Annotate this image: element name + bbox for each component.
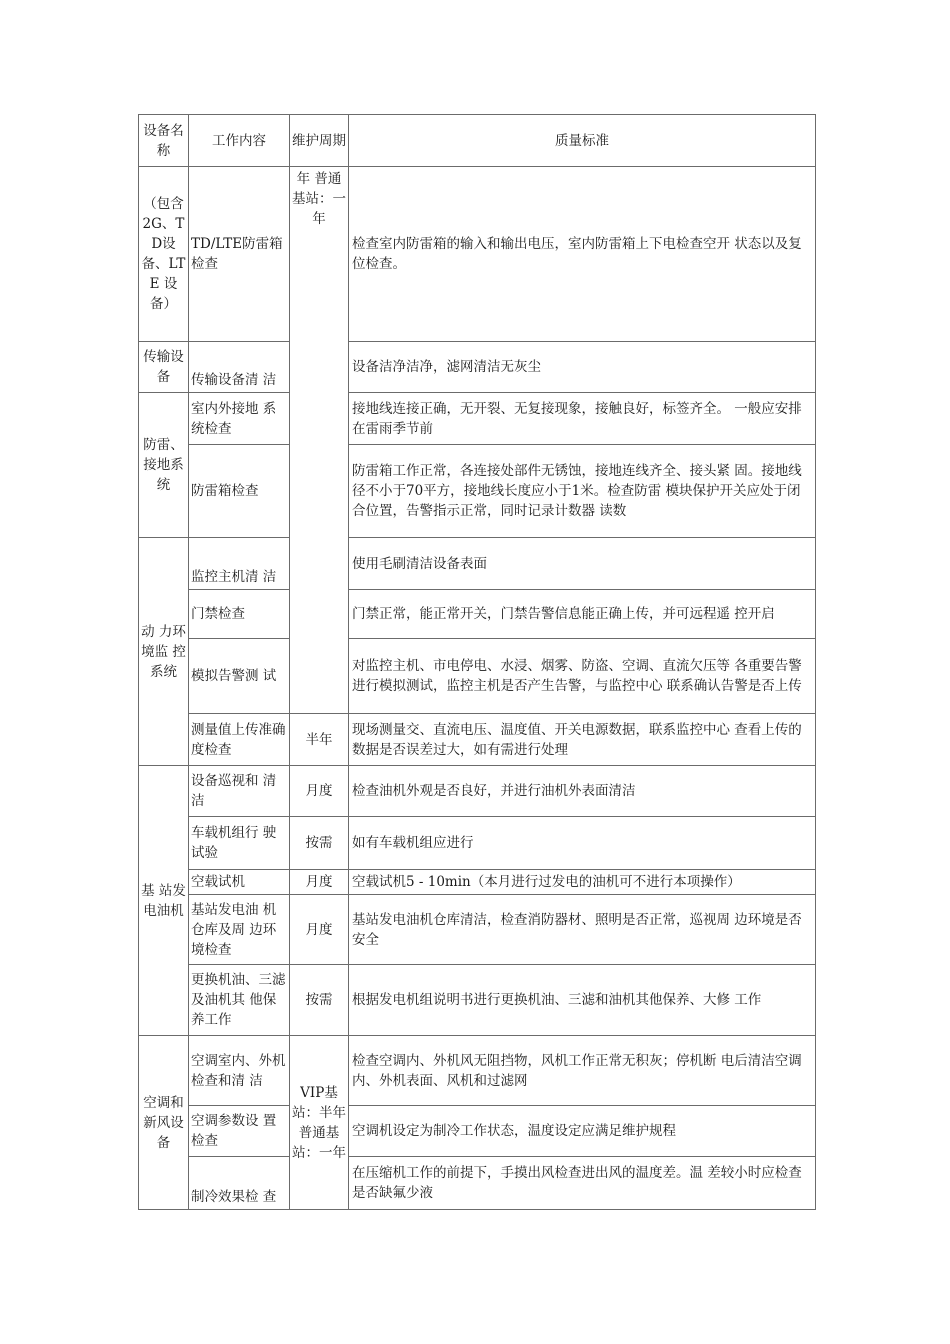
work-cell: 更换机油、三滤及油机其 他保养工作 bbox=[189, 965, 290, 1036]
work-cell: 空调参数设 置检查 bbox=[189, 1106, 290, 1157]
work-cell: 制冷效果检 查 bbox=[189, 1157, 290, 1210]
period-cell: VIP基站：半年 普通基站：一年 bbox=[290, 1036, 349, 1210]
period-cell: 月度 bbox=[290, 895, 349, 965]
period-cell: 年 普通基站：一年 bbox=[290, 167, 349, 714]
standard-cell: 如有车载机组应进行 bbox=[349, 817, 816, 870]
standard-cell: 空载试机5 - 10min（本月进行过发电的油机可不进行本项操作） bbox=[349, 870, 816, 895]
standard-cell: 空调机设定为制冷工作状态，温度设定应满足维护规程 bbox=[349, 1106, 816, 1157]
table-row bbox=[139, 167, 816, 342]
table-row bbox=[139, 965, 816, 1036]
standard-cell: 门禁正常，能正常开关，门禁告警信息能正确上传，并可远程遥 控开启 bbox=[349, 590, 816, 639]
work-cell: 空载试机 bbox=[189, 870, 290, 895]
period-cell: 月度 bbox=[290, 766, 349, 817]
standard-cell: 防雷箱工作正常，各连接处部件无锈蚀，接地连线齐全、接头紧 固。接地线径不小于70平方，接地线长度应小于1米。检查防雷 模块保护开关应处于闭合位置，告警指示正常，同时记录计数器 读数 bbox=[349, 445, 816, 538]
table-row bbox=[139, 817, 816, 870]
table-row bbox=[139, 870, 816, 895]
work-cell: 传输设备清 洁 bbox=[189, 342, 290, 393]
header-device: 设备名称 bbox=[139, 115, 189, 167]
header-row bbox=[139, 115, 816, 167]
group-monitoring: 动 力环 境监 控系统 bbox=[139, 538, 189, 766]
table-row bbox=[139, 1157, 816, 1210]
period-cell: 按需 bbox=[290, 817, 349, 870]
work-cell: 设备巡视和 清洁 bbox=[189, 766, 290, 817]
table-row bbox=[139, 445, 816, 538]
table-row bbox=[139, 766, 816, 817]
work-cell: 空调室内、外机检查和清 洁 bbox=[189, 1036, 290, 1106]
work-cell: 模拟告警测 试 bbox=[189, 639, 290, 714]
standard-cell: 使用毛刷清洁设备表面 bbox=[349, 538, 816, 590]
period-cell: 月度 bbox=[290, 870, 349, 895]
period-cell: 按需 bbox=[290, 965, 349, 1036]
table-row bbox=[139, 1036, 816, 1106]
table-row bbox=[139, 393, 816, 445]
standard-cell: 基站发电油机仓库清洁，检查消防器材、照明是否正常，巡视周 边环境是否安全 bbox=[349, 895, 816, 965]
group-network: （包含2G、TD设备、LTE 设备） bbox=[139, 167, 189, 342]
group-transmission: 传输设备 bbox=[139, 342, 189, 393]
standard-cell: 根据发电机组说明书进行更换机油、三滤和油机其他保养、大修 工作 bbox=[349, 965, 816, 1036]
standard-cell: 接地线连接正确，无开裂、无复接现象，接触良好，标签齐全。 一般应安排在雷雨季节前 bbox=[349, 393, 816, 445]
group-aircon: 空调和新风设备 bbox=[139, 1036, 189, 1210]
maintenance-table bbox=[138, 114, 816, 1210]
standard-cell: 设备洁净洁净，滤网清洁无灰尘 bbox=[349, 342, 816, 393]
standard-cell: 检查室内防雷箱的输入和输出电压，室内防雷箱上下电检查空开 状态以及复位检查。 bbox=[349, 167, 816, 342]
header-work: 工作内容 bbox=[189, 115, 290, 167]
header-period: 维护周期 bbox=[290, 115, 349, 167]
standard-cell: 在压缩机工作的前提下，手摸出风检查进出风的温度差。温 差较小时应检查是否缺氟少液 bbox=[349, 1157, 816, 1210]
work-cell: 车载机组行 驶试验 bbox=[189, 817, 290, 870]
group-lightning: 防雷、接地系统 bbox=[139, 393, 189, 538]
standard-cell: 对监控主机、市电停电、水浸、烟雾、防盗、空调、直流欠压等 各重要告警进行模拟测试，监控主机是否产生告警，与监控中心 联系确认告警是否上传 bbox=[349, 639, 816, 714]
table-row bbox=[139, 538, 816, 590]
group-generator: 基 站发 电油机 bbox=[139, 766, 189, 1036]
work-cell: 门禁检查 bbox=[189, 590, 290, 639]
work-cell: 基站发电油 机仓库及周 边环境检查 bbox=[189, 895, 290, 965]
work-cell: 室内外接地 系统检查 bbox=[189, 393, 290, 445]
table-row bbox=[139, 590, 816, 639]
table-row bbox=[139, 714, 816, 766]
table-row bbox=[139, 1106, 816, 1157]
table-row bbox=[139, 342, 816, 393]
period-cell: 半年 bbox=[290, 714, 349, 766]
standard-cell: 检查油机外观是否良好，并进行油机外表面清洁 bbox=[349, 766, 816, 817]
work-cell: 防雷箱检查 bbox=[189, 445, 290, 538]
work-cell: TD/LTE防雷箱检查 bbox=[189, 167, 290, 342]
work-cell: 测量值上传准确度检查 bbox=[189, 714, 290, 766]
work-cell: 监控主机清 洁 bbox=[189, 538, 290, 590]
standard-cell: 现场测量交、直流电压、温度值、开关电源数据，联系监控中心 查看上传的数据是否误差过大，如有需进行处理 bbox=[349, 714, 816, 766]
header-standard: 质量标准 bbox=[349, 115, 816, 167]
table-row bbox=[139, 639, 816, 714]
standard-cell: 检查空调内、外机风无阻挡物，风机工作正常无积灰；停机断 电后清洁空调内、外机表面、风机和过滤网 bbox=[349, 1036, 816, 1106]
table-row bbox=[139, 895, 816, 965]
